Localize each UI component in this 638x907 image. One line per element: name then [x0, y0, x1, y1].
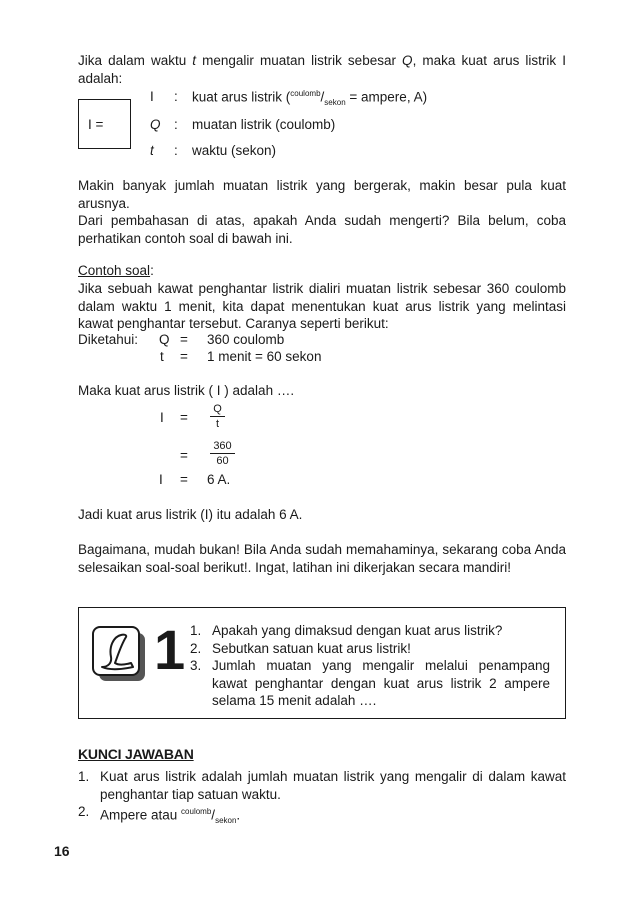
formula-sym-t: t [150, 143, 154, 158]
example-heading-colon: : [150, 263, 154, 278]
fraction-denominator-t: t [215, 418, 220, 430]
answer-unit-slash: / [211, 807, 216, 823]
page-number: 16 [54, 843, 70, 859]
known-label: Diketahui: [78, 332, 139, 347]
formula-lhs: I = [88, 117, 104, 132]
example-heading [78, 263, 154, 278]
answer-item [78, 803, 566, 830]
exercise-question [190, 657, 550, 710]
para-more-charge: Makin banyak jumlah muatan listrik yang bergerak, makin besar pula kuat arusnya. [78, 178, 566, 211]
known-q-val: 360 coulomb [207, 332, 285, 347]
formula-desc-i [192, 89, 427, 107]
formula-colon-1: : [174, 89, 178, 104]
exercise-question [190, 622, 550, 640]
exercise-number: 1 [154, 618, 186, 681]
exercise-question [190, 640, 550, 658]
answer-number: 2. [78, 804, 90, 819]
answer-text: Kuat arus listrik adalah jumlah muatan listrik yang mengalir di dalam kawat penghantar tiap satuan waktu. [100, 769, 566, 802]
known-t-eq: = [180, 349, 188, 364]
fraction-denominator-60: 60 [216, 455, 229, 467]
formula-sym-q: Q [150, 117, 161, 132]
question-text: Apakah yang dimaksud dengan kuat arus listrik? [212, 623, 503, 638]
para-understand: Dari pembahasan di atas, apakah Anda sudah mengerti? Bila belum, coba perhatikan contoh soal di bawah ini. [78, 213, 566, 246]
intro-var-q: Q [402, 53, 413, 68]
calc-eq-1: = [180, 410, 188, 425]
intro-paragraph [78, 52, 566, 87]
question-line: Maka kuat arus listrik ( I ) adalah …. [78, 383, 295, 398]
latihan-L-icon [91, 625, 147, 683]
answer-item [78, 768, 566, 803]
formula-unit-slash: / [320, 89, 325, 105]
calc-eq-2: = [180, 448, 188, 463]
para-instruction: Bagaimana, mudah bukan! Bila Anda sudah memahaminya, sekarang coba Anda selesaikan soal-soal berikut!. Ingat, latihan ini dikerjakan secara mandiri! [78, 542, 566, 575]
intro-part2: mengalir muatan listrik sebesar [196, 53, 403, 68]
example-heading-label: Contoh soal [78, 263, 151, 278]
question-text: Sebutkan satuan kuat arus listrik! [212, 640, 411, 656]
answer-unit-sub: sekon [215, 816, 237, 826]
known-q-var: Q [159, 332, 170, 347]
answer-prefix: Ampere atau [100, 807, 182, 823]
question-text: Jumlah muatan yang mengalir melalui penampang kawat penghantar dengan kuat arus listrik 2 ampere selama 15 menit adalah …. [212, 658, 550, 708]
formula-desc-q: muatan listrik (coulomb) [192, 117, 336, 132]
answer-suffix: . [236, 807, 241, 823]
known-t-val: 1 menit = 60 sekon [207, 349, 322, 364]
formula-box [78, 99, 131, 149]
question-number: 1. [190, 623, 202, 638]
answer-key-heading: KUNCI JAWABAN [78, 746, 194, 762]
formula-unit-sub: sekon [324, 98, 346, 108]
fraction-360-over-60 [210, 439, 235, 468]
answer-unit-sup: coulomb [181, 807, 212, 816]
formula-colon-3: : [174, 143, 178, 158]
answer-number: 1. [78, 769, 90, 784]
answer-key-list [78, 768, 566, 830]
fraction-numerator-q: Q [210, 402, 225, 417]
intro-var-t: t [192, 53, 197, 68]
intro-part1: Jika dalam waktu [78, 53, 193, 68]
formula-desc-t: waktu (sekon) [192, 143, 277, 158]
formula-unit-sup: coulomb [290, 89, 321, 98]
formula-desc-i-before: kuat arus listrik ( [192, 89, 291, 105]
question-number: 3. [190, 658, 202, 673]
conclusion: Jadi kuat arus listrik (I) itu adalah 6 A. [78, 507, 303, 522]
calc-eq-3: = [180, 472, 188, 487]
exercise-question-list [190, 622, 550, 710]
calc-i-1: I [160, 410, 164, 425]
fraction-q-over-t [210, 402, 225, 431]
question-number: 2. [190, 640, 202, 656]
calc-result: 6 A. [207, 472, 231, 487]
known-t-var: t [160, 349, 164, 364]
formula-sym-i: I [150, 89, 154, 104]
known-q-eq: = [180, 332, 188, 347]
calc-i-3: I [159, 472, 163, 487]
formula-colon-2: : [174, 117, 178, 132]
formula-desc-i-after: = ampere, A) [345, 89, 428, 105]
fraction-numerator-360: 360 [210, 439, 235, 454]
example-text: Jika sebuah kawat penghantar listrik dialiri muatan listrik sebesar 360 coulomb dalam waktu 1 menit, kita dapat menentukan kuat arus listrik yang melintasi kawat penghantar tersebut. Caranya seperti berikut: [78, 281, 566, 331]
intro-part3: , maka kuat arus listrik I adalah: [78, 53, 567, 86]
